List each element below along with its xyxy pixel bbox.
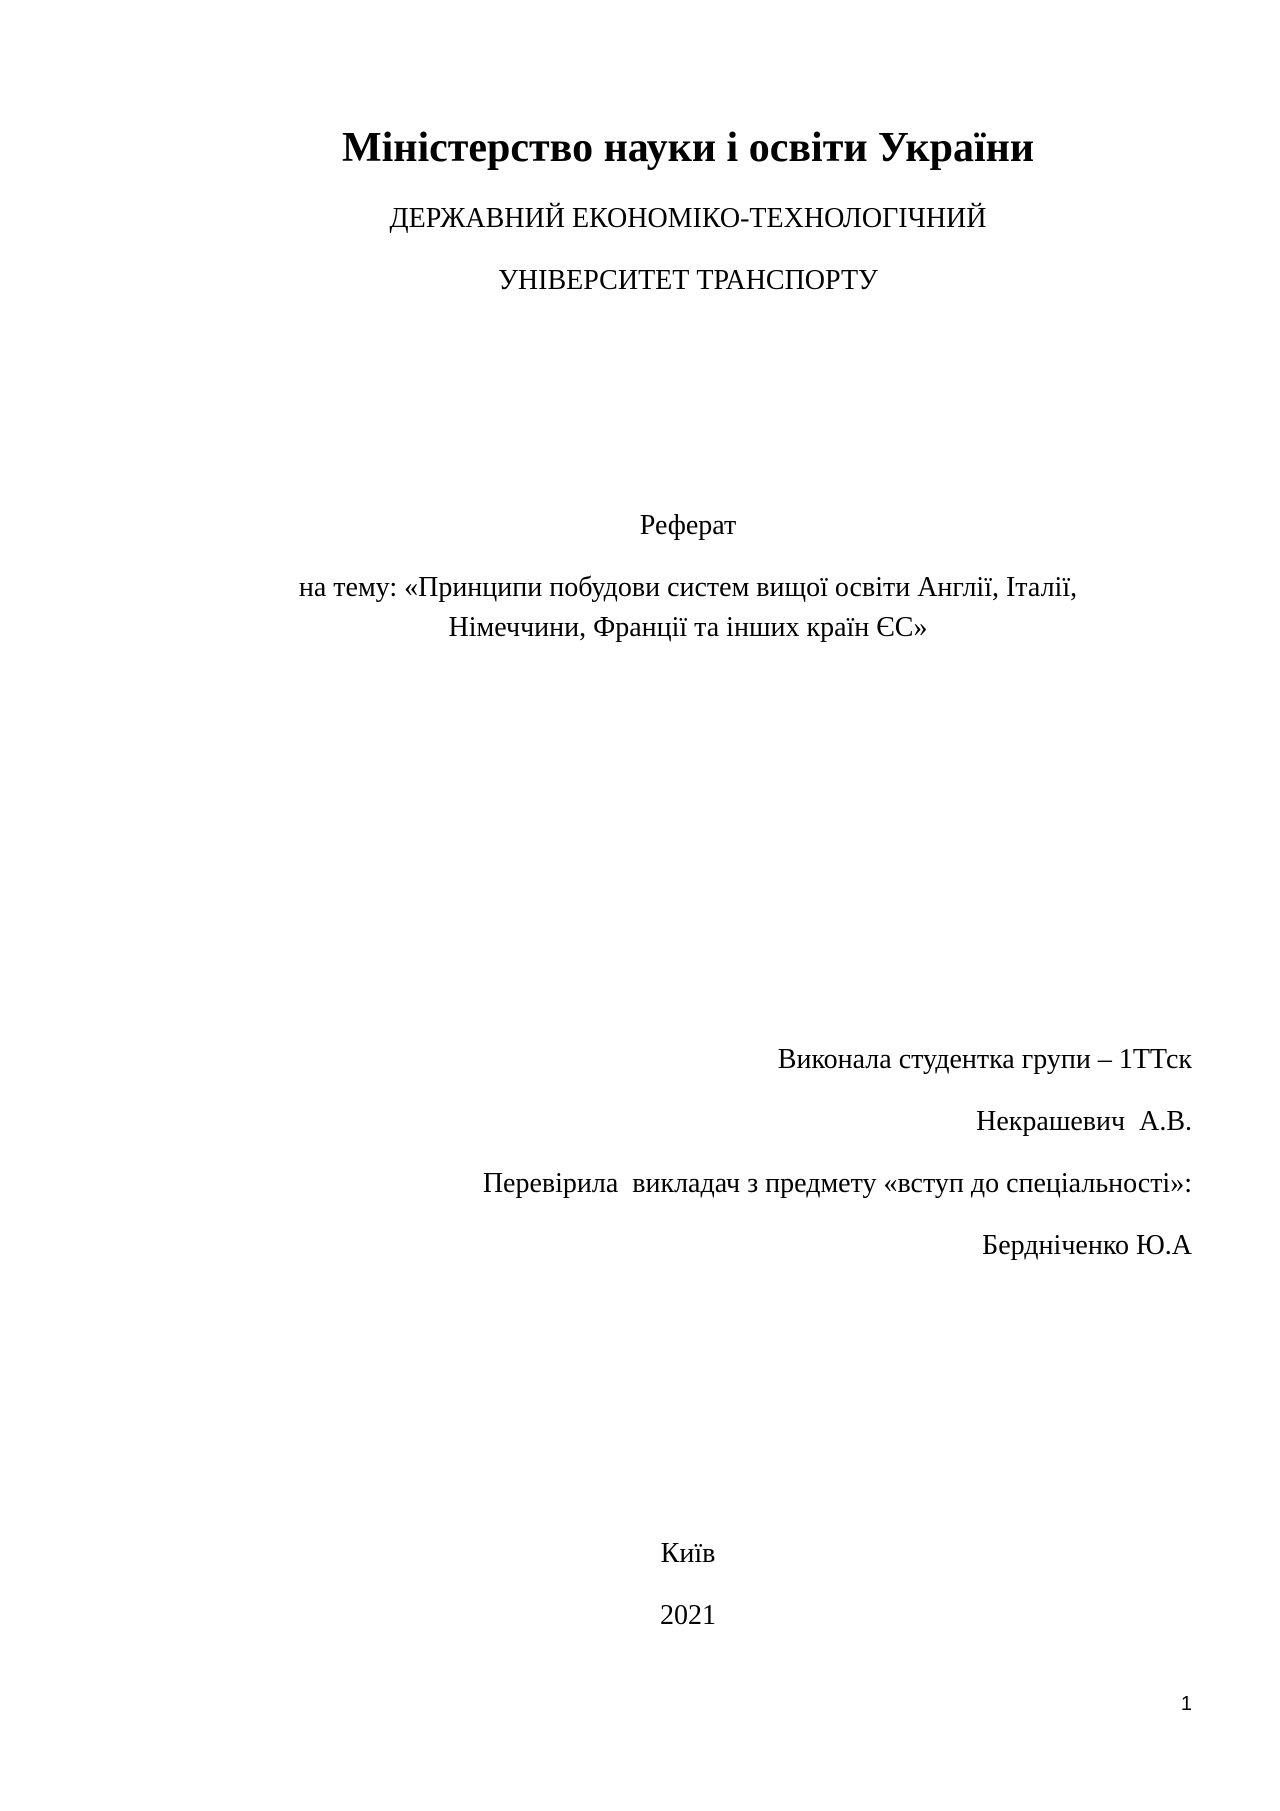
university-name-line-1: ДЕРЖАВНИЙ ЕКОНОМІКО-ТЕХНОЛОГІЧНИЙ — [389, 203, 987, 234]
checker-name: Бердніченко Ю.А — [982, 1230, 1192, 1261]
student-name: Некрашевич А.В. — [976, 1106, 1192, 1137]
page-number: 1 — [1180, 1693, 1192, 1715]
ministry-heading: Міністерство науки і освіти України — [341, 125, 1035, 171]
university-name-line-2: УНІВЕРСИТЕТ ТРАНСПОРТУ — [498, 265, 878, 296]
city: Київ — [660, 1538, 716, 1569]
topic-line-2: Німеччини, Франції та інших країн ЄС» — [448, 612, 928, 643]
student-info: Виконала студентка групи – 1ТТск — [777, 1044, 1192, 1075]
topic-line-1: на тему: «Принципи побудови систем вищої освіти Англії, Італії, — [298, 572, 1078, 603]
checker-info: Перевірила викладач з предмету «вступ до спеціальності»: — [482, 1168, 1192, 1199]
year: 2021 — [660, 1600, 716, 1631]
document-type: Реферат — [639, 510, 737, 541]
